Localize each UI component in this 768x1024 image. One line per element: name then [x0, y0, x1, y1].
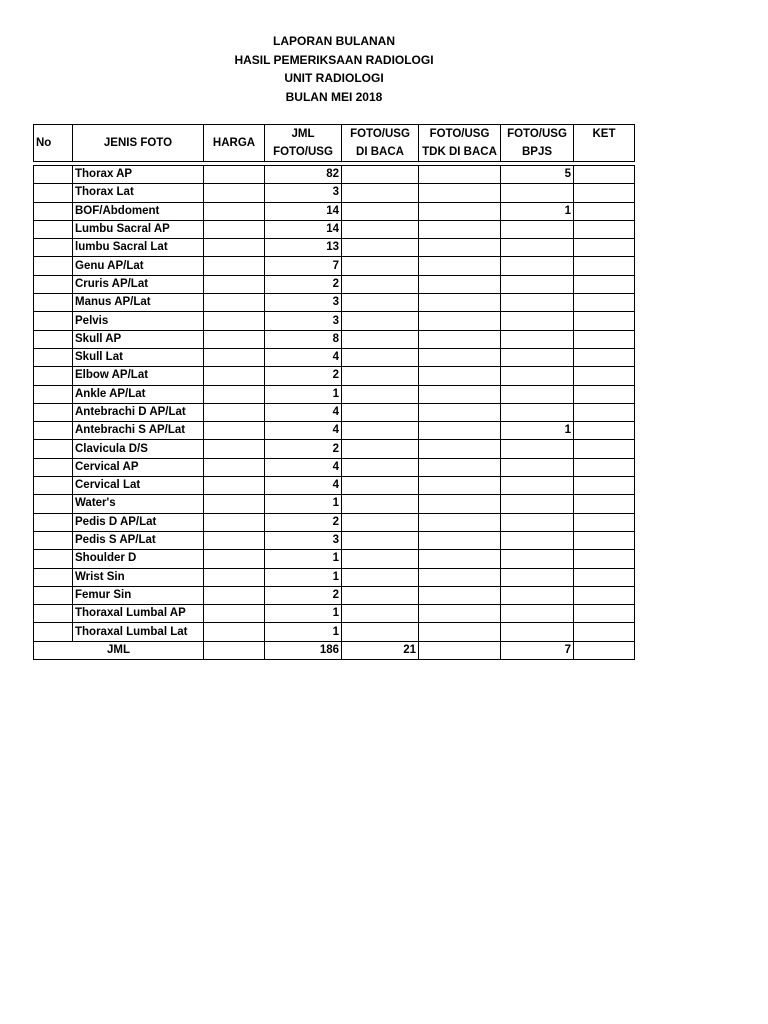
cell-ket — [574, 495, 635, 513]
cell-tdk-di-baca — [419, 513, 501, 531]
cell-jenis-foto: Water's — [73, 495, 204, 513]
cell-no — [34, 202, 73, 220]
cell-tdk-di-baca — [419, 294, 501, 312]
cell-di-baca — [342, 550, 419, 568]
cell-di-baca — [342, 495, 419, 513]
cell-no — [34, 531, 73, 549]
cell-jenis-foto: Thorax AP — [73, 166, 204, 184]
cell-harga — [204, 440, 265, 458]
cell-tdk-di-baca — [419, 312, 501, 330]
cell-harga — [204, 458, 265, 476]
cell-jenis-foto: lumbu Sacral Lat — [73, 239, 204, 257]
cell-jml-foto-usg: 4 — [265, 403, 342, 421]
cell-bpjs — [501, 184, 574, 202]
cell-tdk-di-baca — [419, 422, 501, 440]
cell-bpjs — [501, 385, 574, 403]
total-label: JML — [34, 641, 204, 659]
cell-di-baca — [342, 458, 419, 476]
cell-no — [34, 623, 73, 641]
cell-bpjs — [501, 568, 574, 586]
table-row — [34, 275, 635, 293]
header-jenis-foto: JENIS FOTO — [73, 125, 204, 162]
header-ket: KET — [574, 125, 635, 162]
table-row — [34, 166, 635, 184]
cell-bpjs — [501, 330, 574, 348]
table-row — [34, 531, 635, 549]
cell-ket — [574, 275, 635, 293]
cell-tdk-di-baca — [419, 220, 501, 238]
table-row — [34, 330, 635, 348]
cell-tdk-di-baca — [419, 385, 501, 403]
cell-jml-foto-usg: 2 — [265, 586, 342, 604]
cell-no — [34, 257, 73, 275]
cell-jenis-foto: Genu AP/Lat — [73, 257, 204, 275]
cell-jenis-foto: Shoulder D — [73, 550, 204, 568]
cell-di-baca — [342, 257, 419, 275]
cell-jml-foto-usg: 8 — [265, 330, 342, 348]
cell-tdk-di-baca — [419, 166, 501, 184]
cell-di-baca — [342, 568, 419, 586]
cell-no — [34, 440, 73, 458]
table-row — [34, 477, 635, 495]
cell-ket — [574, 477, 635, 495]
table-row — [34, 568, 635, 586]
header-jml-foto-usg: JML FOTO/USG — [265, 125, 342, 162]
cell-jml-foto-usg: 2 — [265, 440, 342, 458]
cell-tdk-di-baca — [419, 568, 501, 586]
cell-ket — [574, 220, 635, 238]
table-row — [34, 348, 635, 366]
cell-harga — [204, 568, 265, 586]
report-title-1: LAPORAN BULANAN — [273, 34, 395, 48]
cell-harga — [204, 623, 265, 641]
cell-bpjs — [501, 239, 574, 257]
cell-ket — [574, 184, 635, 202]
cell-no — [34, 568, 73, 586]
total-tdk-di-baca — [419, 641, 501, 659]
cell-harga — [204, 294, 265, 312]
cell-jml-foto-usg: 3 — [265, 184, 342, 202]
cell-tdk-di-baca — [419, 477, 501, 495]
table-row — [34, 385, 635, 403]
table-row — [34, 495, 635, 513]
cell-jml-foto-usg: 4 — [265, 422, 342, 440]
cell-di-baca — [342, 385, 419, 403]
cell-jenis-foto: Ankle AP/Lat — [73, 385, 204, 403]
cell-jml-foto-usg: 3 — [265, 294, 342, 312]
cell-tdk-di-baca — [419, 348, 501, 366]
cell-ket — [574, 513, 635, 531]
cell-di-baca — [342, 403, 419, 421]
report-title-block — [0, 32, 668, 106]
cell-jenis-foto: Thorax Lat — [73, 184, 204, 202]
header-tdk-di-baca: FOTO/USG TDK DI BACA — [419, 125, 501, 162]
cell-no — [34, 330, 73, 348]
cell-harga — [204, 605, 265, 623]
cell-jml-foto-usg: 1 — [265, 495, 342, 513]
header-di-baca: FOTO/USG DI BACA — [342, 125, 419, 162]
cell-ket — [574, 202, 635, 220]
cell-bpjs: 1 — [501, 422, 574, 440]
cell-bpjs — [501, 403, 574, 421]
cell-jml-foto-usg: 2 — [265, 275, 342, 293]
cell-bpjs — [501, 513, 574, 531]
cell-ket — [574, 348, 635, 366]
cell-jml-foto-usg: 1 — [265, 623, 342, 641]
cell-harga — [204, 531, 265, 549]
cell-di-baca — [342, 531, 419, 549]
cell-tdk-di-baca — [419, 531, 501, 549]
cell-di-baca — [342, 513, 419, 531]
header-no: No — [34, 125, 73, 162]
cell-tdk-di-baca — [419, 550, 501, 568]
cell-no — [34, 513, 73, 531]
cell-jenis-foto: Cervical Lat — [73, 477, 204, 495]
cell-ket — [574, 458, 635, 476]
cell-jml-foto-usg: 82 — [265, 166, 342, 184]
table-row — [34, 623, 635, 641]
cell-ket — [574, 166, 635, 184]
cell-jml-foto-usg: 14 — [265, 220, 342, 238]
cell-di-baca — [342, 348, 419, 366]
cell-tdk-di-baca — [419, 239, 501, 257]
cell-no — [34, 166, 73, 184]
total-ket — [574, 641, 635, 659]
cell-jenis-foto: Skull Lat — [73, 348, 204, 366]
cell-ket — [574, 440, 635, 458]
cell-jenis-foto: Pedis D AP/Lat — [73, 513, 204, 531]
table-row — [34, 422, 635, 440]
cell-jml-foto-usg: 1 — [265, 605, 342, 623]
cell-ket — [574, 568, 635, 586]
cell-tdk-di-baca — [419, 623, 501, 641]
cell-no — [34, 239, 73, 257]
cell-jenis-foto: Clavicula D/S — [73, 440, 204, 458]
cell-jenis-foto: Thoraxal Lumbal AP — [73, 605, 204, 623]
cell-harga — [204, 550, 265, 568]
cell-jml-foto-usg: 3 — [265, 312, 342, 330]
table-row — [34, 257, 635, 275]
cell-jml-foto-usg: 1 — [265, 568, 342, 586]
cell-jenis-foto: Antebrachi D AP/Lat — [73, 403, 204, 421]
cell-jenis-foto: Antebrachi S AP/Lat — [73, 422, 204, 440]
cell-jenis-foto: Thoraxal Lumbal Lat — [73, 623, 204, 641]
cell-bpjs — [501, 348, 574, 366]
cell-no — [34, 422, 73, 440]
table-row — [34, 312, 635, 330]
cell-harga — [204, 257, 265, 275]
cell-jenis-foto: Femur Sin — [73, 586, 204, 604]
cell-di-baca — [342, 477, 419, 495]
cell-jml-foto-usg: 2 — [265, 513, 342, 531]
cell-tdk-di-baca — [419, 202, 501, 220]
cell-tdk-di-baca — [419, 367, 501, 385]
report-title-4: BULAN MEI 2018 — [285, 89, 383, 104]
cell-di-baca — [342, 605, 419, 623]
cell-di-baca — [342, 294, 419, 312]
cell-di-baca — [342, 440, 419, 458]
cell-no — [34, 458, 73, 476]
cell-no — [34, 586, 73, 604]
table-row — [34, 550, 635, 568]
cell-no — [34, 477, 73, 495]
cell-ket — [574, 312, 635, 330]
cell-tdk-di-baca — [419, 440, 501, 458]
cell-di-baca — [342, 202, 419, 220]
cell-tdk-di-baca — [419, 184, 501, 202]
table-row — [34, 184, 635, 202]
cell-no — [34, 312, 73, 330]
cell-tdk-di-baca — [419, 275, 501, 293]
cell-tdk-di-baca — [419, 495, 501, 513]
cell-di-baca — [342, 275, 419, 293]
cell-di-baca — [342, 166, 419, 184]
cell-jml-foto-usg: 2 — [265, 367, 342, 385]
cell-no — [34, 275, 73, 293]
table-row — [34, 513, 635, 531]
header-bpjs: FOTO/USG BPJS — [501, 125, 574, 162]
cell-harga — [204, 348, 265, 366]
cell-ket — [574, 294, 635, 312]
cell-jml-foto-usg: 4 — [265, 477, 342, 495]
table-row — [34, 367, 635, 385]
cell-no — [34, 495, 73, 513]
table-row — [34, 220, 635, 238]
report-title-2: HASIL PEMERIKSAAN RADIOLOGI — [234, 52, 434, 67]
cell-jenis-foto: Manus AP/Lat — [73, 294, 204, 312]
cell-jenis-foto: Pelvis — [73, 312, 204, 330]
cell-bpjs — [501, 531, 574, 549]
cell-di-baca — [342, 239, 419, 257]
table-row — [34, 239, 635, 257]
cell-bpjs — [501, 495, 574, 513]
cell-jml-foto-usg: 3 — [265, 531, 342, 549]
cell-di-baca — [342, 367, 419, 385]
cell-jenis-foto: Wrist Sin — [73, 568, 204, 586]
cell-harga — [204, 239, 265, 257]
cell-di-baca — [342, 220, 419, 238]
cell-harga — [204, 385, 265, 403]
cell-jenis-foto: Cervical AP — [73, 458, 204, 476]
cell-harga — [204, 422, 265, 440]
cell-no — [34, 220, 73, 238]
table-row — [34, 458, 635, 476]
cell-ket — [574, 550, 635, 568]
cell-tdk-di-baca — [419, 403, 501, 421]
total-di-baca: 21 — [342, 641, 419, 659]
cell-harga — [204, 403, 265, 421]
cell-harga — [204, 312, 265, 330]
cell-ket — [574, 367, 635, 385]
cell-harga — [204, 586, 265, 604]
cell-bpjs — [501, 294, 574, 312]
cell-no — [34, 348, 73, 366]
cell-no — [34, 294, 73, 312]
table-row — [34, 440, 635, 458]
cell-harga — [204, 330, 265, 348]
cell-harga — [204, 166, 265, 184]
cell-bpjs — [501, 605, 574, 623]
cell-harga — [204, 202, 265, 220]
cell-no — [34, 550, 73, 568]
cell-ket — [574, 403, 635, 421]
cell-harga — [204, 220, 265, 238]
cell-ket — [574, 422, 635, 440]
cell-no — [34, 385, 73, 403]
cell-no — [34, 605, 73, 623]
cell-jml-foto-usg: 4 — [265, 458, 342, 476]
table-row — [34, 605, 635, 623]
cell-jenis-foto: Skull AP — [73, 330, 204, 348]
cell-no — [34, 367, 73, 385]
cell-ket — [574, 239, 635, 257]
cell-no — [34, 184, 73, 202]
cell-jml-foto-usg: 7 — [265, 257, 342, 275]
table-body — [34, 166, 635, 642]
cell-di-baca — [342, 422, 419, 440]
table-row — [34, 202, 635, 220]
cell-no — [34, 403, 73, 421]
cell-harga — [204, 367, 265, 385]
cell-ket — [574, 385, 635, 403]
cell-bpjs — [501, 440, 574, 458]
cell-harga — [204, 184, 265, 202]
cell-bpjs — [501, 367, 574, 385]
cell-ket — [574, 531, 635, 549]
cell-tdk-di-baca — [419, 257, 501, 275]
cell-harga — [204, 495, 265, 513]
cell-bpjs — [501, 586, 574, 604]
table-header-row — [34, 125, 635, 162]
total-row — [34, 641, 635, 659]
cell-jenis-foto: BOF/Abdoment — [73, 202, 204, 220]
cell-jenis-foto: Lumbu Sacral AP — [73, 220, 204, 238]
cell-di-baca — [342, 184, 419, 202]
cell-jenis-foto: Pedis S AP/Lat — [73, 531, 204, 549]
cell-jml-foto-usg: 13 — [265, 239, 342, 257]
cell-di-baca — [342, 586, 419, 604]
cell-tdk-di-baca — [419, 586, 501, 604]
header-harga: HARGA — [204, 125, 265, 162]
table-row — [34, 294, 635, 312]
cell-di-baca — [342, 623, 419, 641]
total-harga — [204, 641, 265, 659]
cell-ket — [574, 586, 635, 604]
cell-jenis-foto: Cruris AP/Lat — [73, 275, 204, 293]
cell-bpjs — [501, 257, 574, 275]
table-row — [34, 403, 635, 421]
cell-bpjs — [501, 275, 574, 293]
cell-di-baca — [342, 330, 419, 348]
cell-harga — [204, 275, 265, 293]
cell-bpjs — [501, 458, 574, 476]
cell-ket — [574, 623, 635, 641]
cell-tdk-di-baca — [419, 458, 501, 476]
total-bpjs: 7 — [501, 641, 574, 659]
cell-bpjs — [501, 623, 574, 641]
cell-tdk-di-baca — [419, 605, 501, 623]
cell-bpjs — [501, 312, 574, 330]
cell-jml-foto-usg: 1 — [265, 550, 342, 568]
cell-bpjs: 1 — [501, 202, 574, 220]
total-jml: 186 — [265, 641, 342, 659]
cell-harga — [204, 477, 265, 495]
cell-jenis-foto: Elbow AP/Lat — [73, 367, 204, 385]
cell-jml-foto-usg: 14 — [265, 202, 342, 220]
cell-jml-foto-usg: 4 — [265, 348, 342, 366]
cell-ket — [574, 605, 635, 623]
cell-bpjs — [501, 220, 574, 238]
cell-ket — [574, 257, 635, 275]
cell-tdk-di-baca — [419, 330, 501, 348]
cell-ket — [574, 330, 635, 348]
cell-jml-foto-usg: 1 — [265, 385, 342, 403]
report-title-3: UNIT RADIOLOGI — [284, 71, 384, 85]
cell-bpjs — [501, 550, 574, 568]
cell-harga — [204, 513, 265, 531]
cell-di-baca — [342, 312, 419, 330]
cell-bpjs — [501, 477, 574, 495]
cell-bpjs: 5 — [501, 166, 574, 184]
table-row — [34, 586, 635, 604]
report-table — [33, 124, 635, 660]
